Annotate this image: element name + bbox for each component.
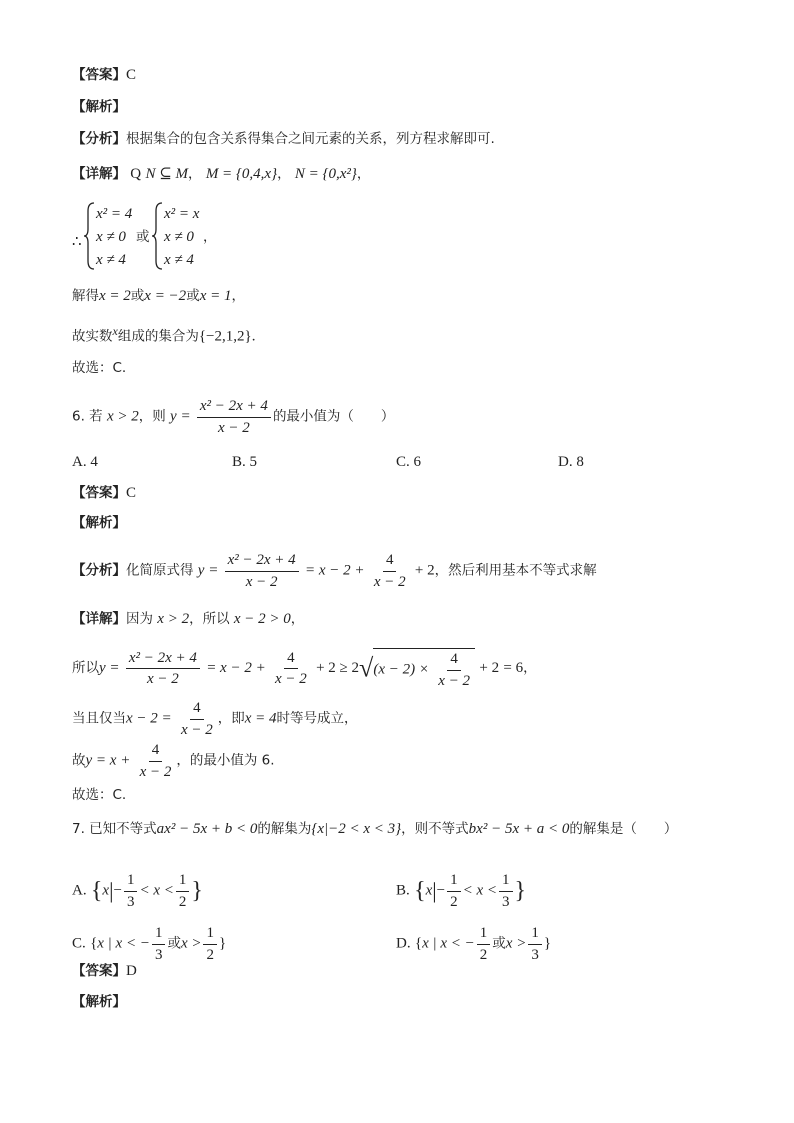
solution-2: x = −2	[144, 288, 187, 304]
q7-answer-line: 【答案】D	[72, 963, 137, 979]
q7-inequality-1: ax² − 5x + b < 0	[156, 821, 258, 837]
system2-row-2: x ≠ 0	[164, 229, 194, 245]
q6-answer-line: 【答案】C	[72, 485, 137, 501]
q7-option-b[interactable]: B. {x|− $\frac{1}{2}$ < x < $\frac{1}{3}$ }	[396, 872, 527, 910]
q5-answer-line	[72, 68, 136, 83]
q6-choose: 故选：C.	[72, 787, 127, 803]
q7-option-a[interactable]: A. {x|− $\frac{1}{3}$ < x < $\frac{1}{2}$ }	[72, 872, 203, 910]
answer-value: C	[126, 67, 137, 83]
q6-stem: 6. 若 x > 2，则 y = $\frac{\text{x² − 2x + 4}}{x - 2}$ 的最小值为（ ）	[72, 398, 395, 436]
q7-stem: 7. 已知不等式ax² − 5x + b < 0的解集为{x|−2 < x < 3}，则不等式bx² − 5x + a < 0的解集是（ ）	[72, 821, 678, 837]
q7-inequality-2: bx² − 5x + a < 0	[468, 821, 570, 837]
q5-xiangjie-line: 【详解】 Q N ⊆ M， M = {0,4,x}， N = {0,x²}，	[72, 166, 371, 182]
solution-3: x = 1	[199, 288, 232, 304]
q6-answer-value: C	[126, 485, 137, 501]
system2-row-3: x ≠ 4	[164, 252, 194, 268]
q6-condition: x > 2	[106, 408, 139, 425]
system2-row-1: x² = x	[164, 206, 200, 222]
q7-answer-value: D	[126, 963, 137, 979]
q7-analysis-heading: 【解析】	[72, 994, 126, 1010]
analysis-tag: 【解析】	[72, 99, 126, 115]
xiangjie-tag: 【详解】	[72, 166, 126, 182]
q5-choose: 故选：C.	[72, 360, 127, 376]
left-brace-1	[84, 201, 96, 271]
q7-option-d[interactable]: D. {x | x < − $\frac{1}{2}$ 或x > $\frac{1}{3}$ }	[396, 925, 552, 963]
q6-option-c[interactable]: C. 6	[396, 454, 422, 470]
q5-fenxi-line	[72, 133, 495, 147]
solution-1: x = 2	[99, 288, 131, 304]
q6-analysis-heading: 【解析】	[72, 515, 126, 531]
set-m: M = {0,4,x}	[205, 166, 278, 182]
q6-derivation-line: 所以y = $\frac{\text{x² − 2x + 4}}{x - 2}$ = x − 2 + $\frac{4}{x - 2}$ + 2 ≥ 2√(x − 2) × $\frac{4}{x - 2}$ + 2 = 6，	[72, 649, 537, 689]
q7-option-c[interactable]: C. {x | x < − $\frac{1}{3}$ 或x > $\frac{1}{2}$ }	[72, 925, 227, 963]
solve-prefix: 解得	[72, 288, 99, 304]
q6-option-b[interactable]: B. 5	[232, 454, 258, 470]
result-set: {−2,1,2}	[198, 328, 252, 345]
q5-solutions-line: 解得x = 2或x = −2或x = 1，	[72, 288, 245, 304]
q5-analysis-heading	[72, 101, 126, 115]
q6-fraction: $\frac{\text{x² − 2x + 4}}{x - 2}$	[197, 398, 271, 436]
q6-xiangjie-line: 【详解】因为 x > 2，所以 x − 2 > 0，	[72, 611, 305, 627]
answer-tag: 【答案】	[72, 67, 126, 83]
q6-min-line: 故y = x + $\frac{4}{x - 2}$ ，的最小值为 6.	[72, 742, 275, 780]
q6-option-a[interactable]: A. 4	[72, 454, 98, 470]
because-symbol: Q	[130, 166, 142, 182]
therefore-symbol: ∴	[72, 234, 82, 250]
system1-row-1: x² = 4	[96, 206, 133, 222]
left-brace-2	[152, 201, 164, 271]
or-word: 或	[136, 229, 150, 245]
subset-expression: N ⊆ M	[145, 166, 189, 182]
fenxi-tag: 【分析】	[72, 131, 126, 147]
q5-set-line: 故实数x组成的集合为{−2,1,2}.	[72, 324, 256, 345]
q7-solution-set: {x|−2 < x < 3}	[311, 821, 402, 837]
system1-row-2: x ≠ 0	[96, 229, 126, 245]
set-n: N = {0,x²}	[294, 166, 357, 182]
q6-fenxi-line: 【分析】化简原式得 y = $\frac{\text{x² − 2x + 4}}{x - 2}$ = x − 2 + $\frac{4}{x - 2}$ + 2，然后利用基本不等式求解	[72, 552, 597, 590]
q6-equality-line: 当且仅当x − 2 = $\frac{4}{x - 2}$ ，即x = 4时等号成立，	[72, 700, 358, 738]
fenxi-text: 根据集合的包含关系得集合之间元素的关系，列方程求解即可.	[126, 131, 495, 147]
q6-option-d[interactable]: D. 8	[558, 454, 584, 470]
system1-row-3: x ≠ 4	[96, 252, 126, 268]
